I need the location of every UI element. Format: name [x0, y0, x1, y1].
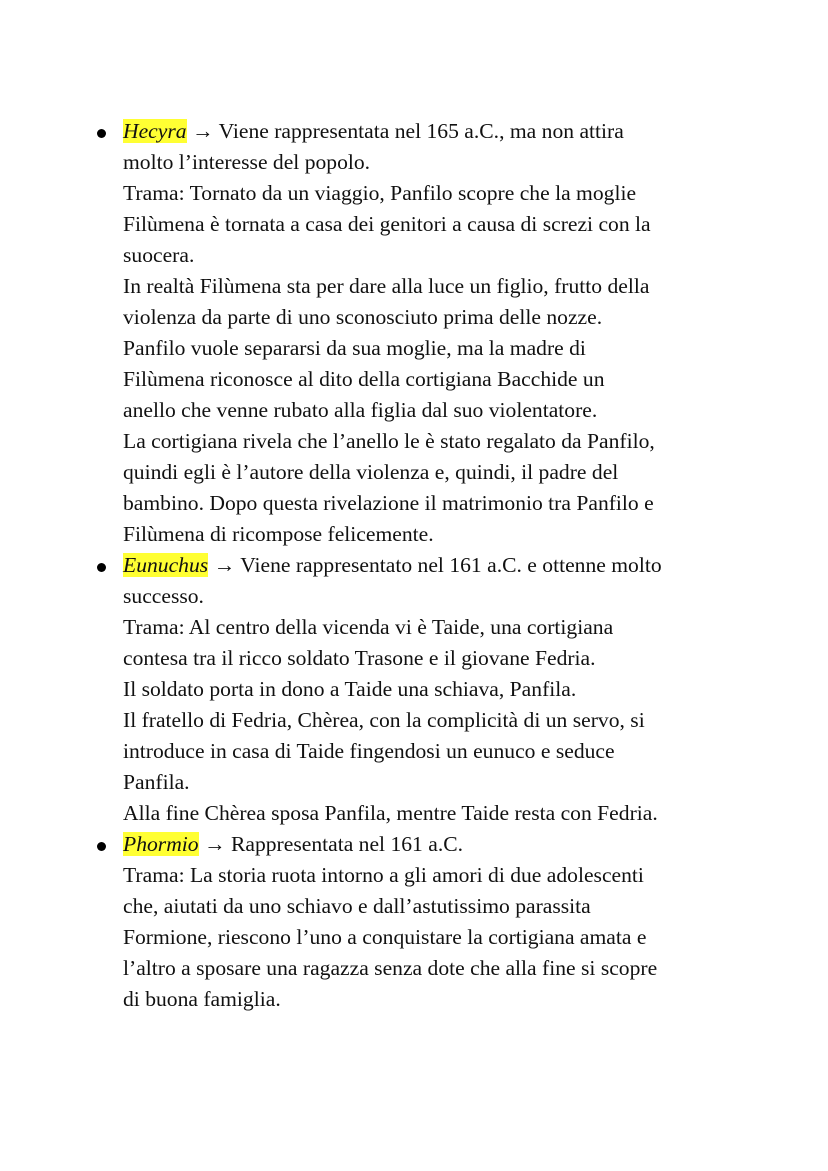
text-line	[123, 550, 788, 581]
work-title: Phormio	[123, 832, 199, 856]
text-line: molto l’interesse del popolo.	[123, 150, 371, 174]
text-line: Panfila.	[123, 770, 190, 794]
text-line: suocera.	[123, 243, 195, 267]
arrow-icon: →	[198, 832, 231, 856]
text-line: Filùmena riconosce al dito della cortigiana Bacchide un	[123, 367, 605, 391]
list-item-eunuchus	[0, 550, 828, 829]
text-line: anello che venne rubato alla figlia dal suo violentatore.	[123, 398, 598, 422]
works-list	[0, 116, 828, 1015]
text-line: Panfilo vuole separarsi da sua moglie, ma la madre di	[123, 336, 586, 360]
bullet-icon	[97, 129, 106, 138]
arrow-icon: →	[186, 119, 219, 143]
document-page	[0, 116, 828, 1015]
text-line	[123, 116, 788, 147]
text-line: successo.	[123, 584, 204, 608]
bullet-icon	[97, 563, 106, 572]
text-line: quindi egli è l’autore della violenza e, quindi, il padre del	[123, 460, 619, 484]
arrow-icon: →	[208, 553, 241, 577]
text-line: bambino. Dopo questa rivelazione il matrimonio tra Panfilo e	[123, 491, 654, 515]
text-line: In realtà Filùmena sta per dare alla luce un figlio, frutto della	[123, 274, 650, 298]
text-line: che, aiutati da uno schiavo e dall’astutissimo parassita	[123, 894, 591, 918]
text-line: l’altro a sposare una ragazza senza dote che alla fine si scopre	[123, 956, 658, 980]
text-line: Trama: La storia ruota intorno a gli amori di due adolescenti	[123, 863, 644, 887]
text-line-content: Viene rappresentato nel 161 a.C. e ottenne molto	[240, 553, 662, 577]
text-line: Filùmena è tornata a casa dei genitori a causa di screzi con la	[123, 212, 651, 236]
work-title: Eunuchus	[123, 553, 209, 577]
text-line-content: Rappresentata nel 161 a.C.	[230, 832, 464, 856]
text-line: Il soldato porta in dono a Taide una schiava, Panfila.	[123, 677, 577, 701]
text-line: di buona famiglia.	[123, 987, 281, 1011]
text-line: violenza da parte di uno sconosciuto prima delle nozze.	[123, 305, 603, 329]
text-line: Trama: Al centro della vicenda vi è Taide, una cortigiana	[123, 615, 614, 639]
bullet-icon	[97, 842, 106, 851]
list-item-phormio	[0, 829, 828, 1015]
text-line-content: Viene rappresentata nel 165 a.C., ma non attira	[218, 119, 624, 143]
work-title: Hecyra	[123, 119, 187, 143]
text-line	[123, 829, 788, 860]
list-item-hecyra	[0, 116, 828, 550]
text-line: Il fratello di Fedria, Chèrea, con la complicità di un servo, si	[123, 708, 645, 732]
text-line: introduce in casa di Taide fingendosi un eunuco e seduce	[123, 739, 615, 763]
text-line: La cortigiana rivela che l’anello le è stato regalato da Panfilo,	[123, 429, 655, 453]
text-line: contesa tra il ricco soldato Trasone e il giovane Fedria.	[123, 646, 596, 670]
text-line: Filùmena di ricompose felicemente.	[123, 522, 434, 546]
text-line: Trama: Tornato da un viaggio, Panfilo scopre che la moglie	[123, 181, 637, 205]
text-line: Formione, riescono l’uno a conquistare la cortigiana amata e	[123, 925, 647, 949]
text-line: Alla fine Chèrea sposa Panfila, mentre Taide resta con Fedria.	[123, 801, 658, 825]
